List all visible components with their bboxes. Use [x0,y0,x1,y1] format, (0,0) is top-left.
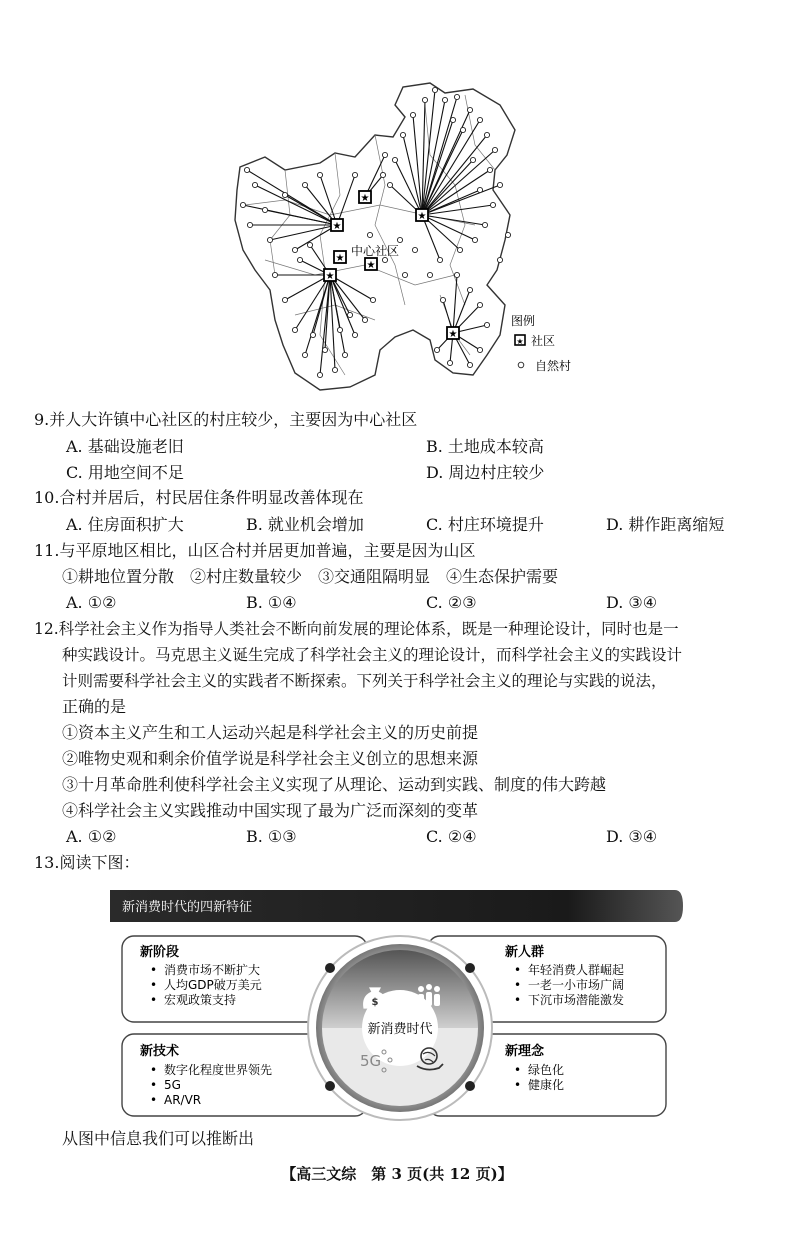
svg-text:•: • [514,993,522,1007]
q11-stem: 11.与平原地区相比，山区合村并居更加普遍，主要是因为山区 [34,541,476,560]
q10-stem: 10.合村并居后，村民居住条件明显改善体现在 [34,488,364,507]
q12-option-b: B. ①③ [246,827,297,846]
svg-text:★: ★ [360,193,370,204]
crowd-bullet-1: 年轻消费人群崛起 [528,963,625,977]
q11-option-c: C. ②③ [426,593,477,612]
svg-text:•: • [150,963,158,977]
idea-title: 新理念 [505,1044,545,1059]
q9-option-b: B. 土地成本较高 [426,437,544,456]
svg-text:★: ★ [325,271,335,282]
svg-text:•: • [150,978,158,992]
q12-item-4: ④科学社会主义实践推动中国实现了最为广泛而深刻的变革 [62,801,479,820]
svg-text:•: • [150,1063,158,1077]
svg-text:★: ★ [332,221,342,232]
svg-text:•: • [150,993,158,1007]
q11-option-a: A. ①② [66,593,117,612]
5g-icon-label: 5G [360,1052,382,1070]
map-legend [511,313,571,373]
consumption-infographic [110,888,685,1123]
svg-text:•: • [514,978,522,992]
idea-bullet-2: 健康化 [528,1078,565,1092]
crowd-bullet-2: 一老一小市场广阔 [528,978,625,992]
idea-bullet-1: 绿色化 [528,1063,565,1077]
svg-text:★: ★ [417,211,427,222]
q12-item-2: ②唯物史观和剩余价值学说是科学社会主义创立的思想来源 [62,749,479,768]
q12-stem-line4: 正确的是 [62,697,127,716]
q10-option-c: C. 村庄环境提升 [426,515,544,534]
q11-option-d: D. ③④ [606,593,658,612]
q12-item-3: ③十月革命胜利使科学社会主义实现了从理论、运动到实践、制度的伟大跨越 [62,775,607,794]
q9-stem: 9.并人大许镇中心社区的村庄较少，主要因为中心社区 [34,410,418,429]
map-region-outline [235,83,515,390]
stage-bullet-1: 消费市场不断扩大 [164,963,261,977]
svg-text:★: ★ [366,260,376,271]
svg-text:•: • [514,963,522,977]
tech-title: 新技术 [140,1044,180,1059]
q12-stem-line1: 12.科学社会主义作为指导人类社会不断向前发展的理论体系，既是一种理论设计，同时也是一 [34,620,679,638]
stage-bullet-2: 人均GDP破万美元 [164,978,262,992]
legend-community: 社区 [531,334,556,348]
community-markers [324,191,459,340]
infographic-center: 新消费时代 [367,1022,433,1037]
tech-bullet-1: 数字化程度世界领先 [164,1063,273,1077]
q12-option-a: A. ①② [66,827,117,846]
people-icon [418,984,440,1006]
q9-option-c: C. 用地空间不足 [66,463,184,482]
q13-stem: 13.阅读下图： [34,853,140,872]
svg-text:$: $ [371,997,379,1008]
q11-option-b: B. ①④ [246,593,297,612]
village-map [225,75,595,400]
center-community-label: 中心社区 [351,244,400,258]
crowd-bullet-3: 下沉市场潜能激发 [528,993,625,1007]
legend-village: 自然村 [535,359,572,373]
svg-text:•: • [514,1078,522,1092]
q9-option-a: A. 基础设施老旧 [66,437,184,456]
q12-stem-line2: 种实践设计。马克思主义诞生完成了科学社会主义的理论设计，而科学社会主义的实践设计 [62,646,683,664]
svg-text:★: ★ [516,337,524,346]
tech-bullet-2: 5G [164,1078,181,1092]
q11-items: ①耕地位置分散 ②村庄数量较少 ③交通阻隔明显 ④生态保护需要 [62,567,559,586]
svg-text:•: • [514,1063,522,1077]
svg-text:•: • [150,1093,158,1107]
q12-stem-line3: 计则需要科学社会主义的实践者不断探索。下列关于科学社会主义的理论与实践的说法， [62,672,667,690]
svg-text:★: ★ [448,329,458,340]
svg-text:•: • [150,1078,158,1092]
after-figure-text: 从图中信息我们可以推断出 [62,1129,255,1148]
q10-option-d: D. 耕作距离缩短 [606,515,725,534]
q12-option-c: C. ②④ [426,827,477,846]
legend-title: 图例 [511,314,536,328]
stage-bullet-3: 宏观政策支持 [164,993,237,1007]
svg-text:★: ★ [335,253,345,264]
infographic-banner: 新消费时代的四新特征 [122,900,253,915]
stage-title: 新阶段 [140,945,180,960]
tech-bullet-3: AR/VR [164,1093,202,1107]
q9-option-d: D. 周边村庄较少 [426,463,545,482]
q12-item-1: ①资本主义产生和工人运动兴起是科学社会主义的历史前提 [62,723,479,742]
q10-option-a: A. 住房面积扩大 [66,515,184,534]
page-footer: 【高三文综 第 3 页(共 12 页)】 [281,1165,513,1183]
q12-option-d: D. ③④ [606,827,658,846]
q10-option-b: B. 就业机会增加 [246,515,364,534]
crowd-title: 新人群 [505,945,545,960]
